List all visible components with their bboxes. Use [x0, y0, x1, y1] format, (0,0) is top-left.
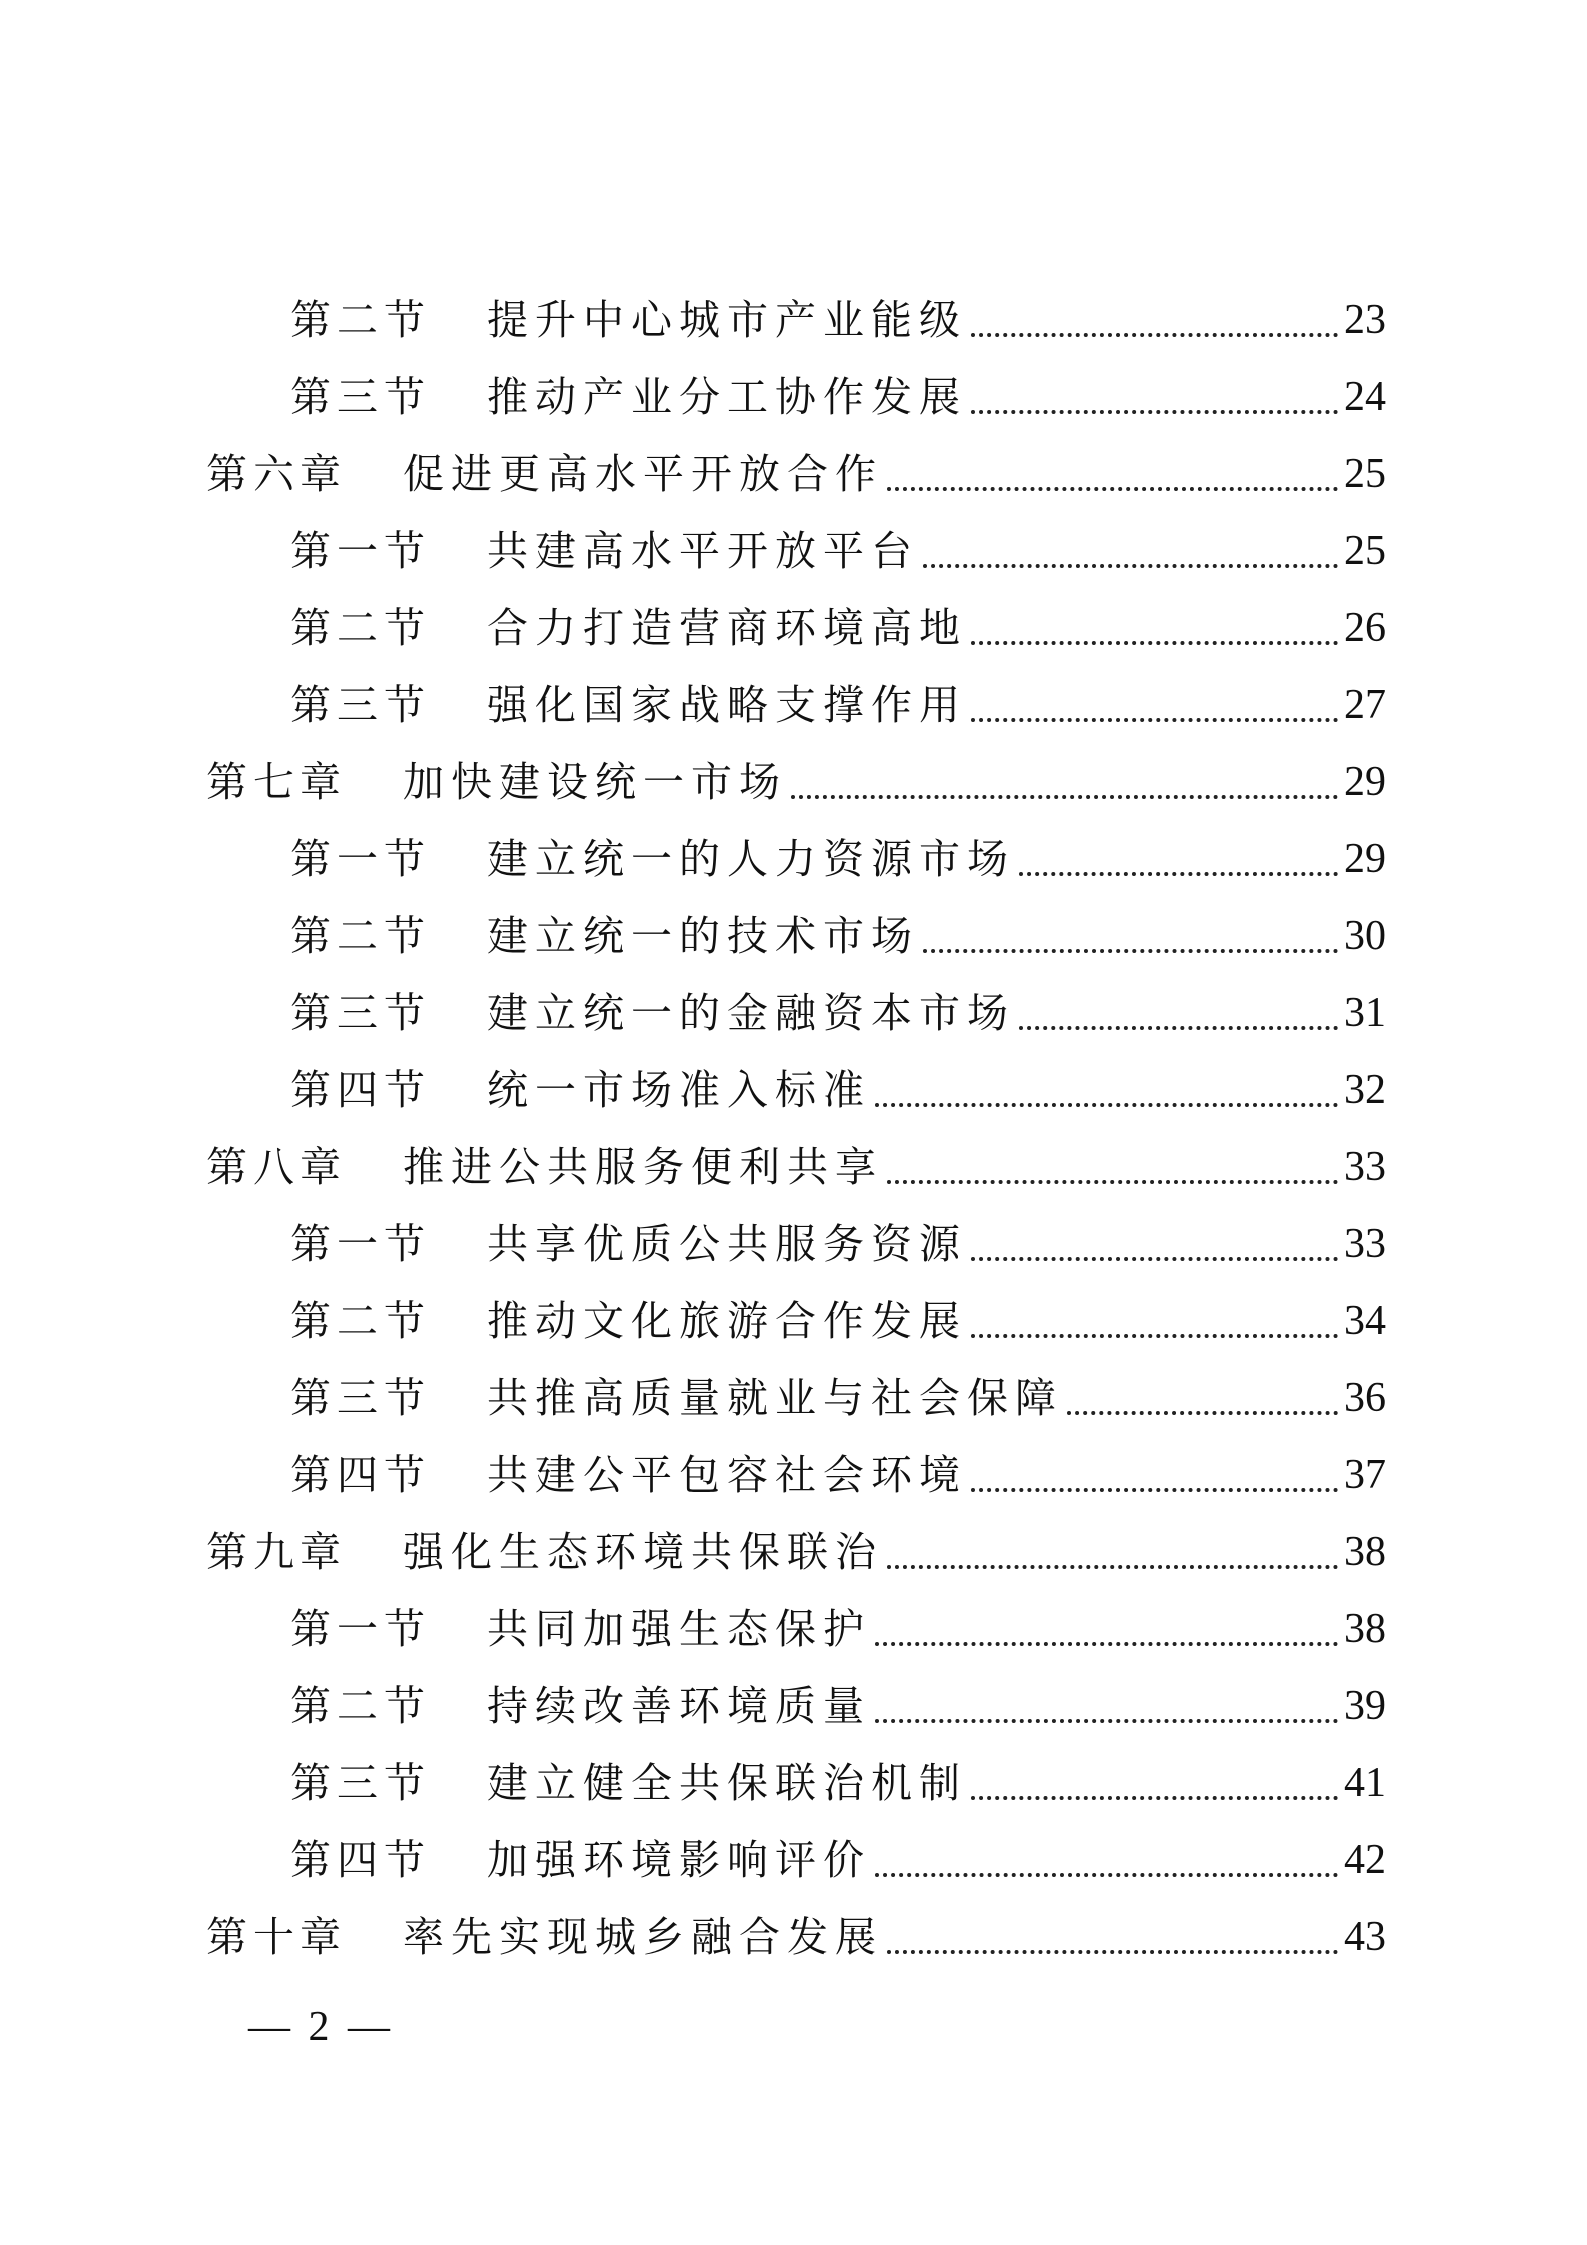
dot-leader: [971, 333, 1338, 337]
section-title: 加强环境影响评价: [487, 1836, 871, 1884]
page-reference: 33: [1344, 1144, 1386, 1190]
section-title: 共建高水平开放平台: [487, 527, 919, 575]
dot-leader: [887, 1180, 1338, 1184]
section-number: 第四节: [290, 1451, 431, 1499]
chapter-number: 第七章: [206, 758, 347, 806]
section-number: 第二节: [290, 296, 431, 344]
page-reference: 32: [1344, 1067, 1386, 1113]
section-number: 第二节: [290, 1297, 431, 1345]
section-number: 第三节: [290, 1374, 431, 1422]
toc-section-entry: [0, 1437, 1587, 1514]
dot-leader: [1019, 872, 1338, 876]
section-title: 共建公平包容社会环境: [487, 1451, 967, 1499]
toc-section-entry: [0, 1052, 1587, 1129]
section-number: 第二节: [290, 604, 431, 652]
section-number: 第三节: [290, 681, 431, 729]
section-number: 第二节: [290, 1682, 431, 1730]
section-number: 第一节: [290, 527, 431, 575]
toc-chapter-entry: [0, 1899, 1587, 1976]
section-number: 第一节: [290, 1220, 431, 1268]
section-number: 第四节: [290, 1066, 431, 1114]
toc-section-entry: [0, 821, 1587, 898]
dot-leader: [875, 1642, 1338, 1646]
dot-leader: [791, 795, 1338, 799]
section-number: 第三节: [290, 373, 431, 421]
section-number: 第二节: [290, 912, 431, 960]
dot-leader: [923, 949, 1338, 953]
dot-leader: [1019, 1026, 1338, 1030]
section-title: 强化国家战略支撑作用: [487, 681, 967, 729]
toc-chapter-entry: [0, 744, 1587, 821]
page-reference: 41: [1344, 1760, 1386, 1806]
section-title: 建立统一的金融资本市场: [487, 989, 1015, 1037]
dot-leader: [875, 1103, 1338, 1107]
toc-section-entry: [0, 898, 1587, 975]
chapter-title: 强化生态环境共保联治: [403, 1528, 883, 1576]
page-reference: 23: [1344, 297, 1386, 343]
page-reference: 42: [1344, 1837, 1386, 1883]
page-reference: 36: [1344, 1375, 1386, 1421]
section-title: 合力打造营商环境高地: [487, 604, 967, 652]
section-number: 第三节: [290, 989, 431, 1037]
section-title: 提升中心城市产业能级: [487, 296, 967, 344]
section-title: 建立统一的人力资源市场: [487, 835, 1015, 883]
toc-section-entry: [0, 513, 1587, 590]
dot-leader: [887, 487, 1338, 491]
section-title: 共同加强生态保护: [487, 1605, 871, 1653]
page-number-footer: — 2 —: [248, 2004, 394, 2050]
dot-leader: [875, 1719, 1338, 1723]
toc-section-entry: [0, 1822, 1587, 1899]
dot-leader: [971, 1488, 1338, 1492]
toc-section-entry: [0, 282, 1587, 359]
toc-chapter-entry: [0, 1129, 1587, 1206]
page-reference: 38: [1344, 1606, 1386, 1652]
toc-chapter-entry: [0, 436, 1587, 513]
page-reference: 29: [1344, 836, 1386, 882]
toc-section-entry: [0, 975, 1587, 1052]
dot-leader: [923, 564, 1338, 568]
toc-section-entry: [0, 1283, 1587, 1360]
section-title: 持续改善环境质量: [487, 1682, 871, 1730]
dot-leader: [971, 1796, 1338, 1800]
page-reference: 30: [1344, 913, 1386, 959]
page-reference: 31: [1344, 990, 1386, 1036]
section-title: 推动文化旅游合作发展: [487, 1297, 967, 1345]
page-reference: 39: [1344, 1683, 1386, 1729]
page-reference: 37: [1344, 1452, 1386, 1498]
section-title: 共推高质量就业与社会保障: [487, 1374, 1063, 1422]
section-number: 第三节: [290, 1759, 431, 1807]
section-number: 第一节: [290, 835, 431, 883]
dot-leader: [971, 1334, 1338, 1338]
toc-section-entry: [0, 1745, 1587, 1822]
chapter-title: 推进公共服务便利共享: [403, 1143, 883, 1191]
section-title: 建立统一的技术市场: [487, 912, 919, 960]
section-title: 共享优质公共服务资源: [487, 1220, 967, 1268]
toc-chapter-entry: [0, 1514, 1587, 1591]
dot-leader: [971, 1257, 1338, 1261]
dot-leader: [971, 410, 1338, 414]
dot-leader: [875, 1873, 1338, 1877]
dot-leader: [1067, 1411, 1338, 1415]
table-of-contents: [0, 282, 1587, 1976]
dot-leader: [887, 1565, 1338, 1569]
section-title: 建立健全共保联治机制: [487, 1759, 967, 1807]
dot-leader: [971, 718, 1338, 722]
page-reference: 25: [1344, 528, 1386, 574]
chapter-number: 第十章: [206, 1913, 347, 1961]
chapter-title: 加快建设统一市场: [403, 758, 787, 806]
toc-section-entry: [0, 1668, 1587, 1745]
toc-section-entry: [0, 1206, 1587, 1283]
toc-section-entry: [0, 359, 1587, 436]
chapter-number: 第九章: [206, 1528, 347, 1576]
toc-section-entry: [0, 1591, 1587, 1668]
dot-leader: [887, 1950, 1338, 1954]
section-number: 第四节: [290, 1836, 431, 1884]
page-reference: 38: [1344, 1529, 1386, 1575]
toc-section-entry: [0, 590, 1587, 667]
section-title: 推动产业分工协作发展: [487, 373, 967, 421]
dot-leader: [971, 641, 1338, 645]
page-reference: 33: [1344, 1221, 1386, 1267]
page-reference: 43: [1344, 1914, 1386, 1960]
page-reference: 24: [1344, 374, 1386, 420]
toc-section-entry: [0, 1360, 1587, 1437]
section-number: 第一节: [290, 1605, 431, 1653]
page-reference: 26: [1344, 605, 1386, 651]
chapter-title: 率先实现城乡融合发展: [403, 1913, 883, 1961]
page-reference: 29: [1344, 759, 1386, 805]
chapter-title: 促进更高水平开放合作: [403, 450, 883, 498]
page-reference: 34: [1344, 1298, 1386, 1344]
chapter-number: 第六章: [206, 450, 347, 498]
page-reference: 25: [1344, 451, 1386, 497]
section-title: 统一市场准入标准: [487, 1066, 871, 1114]
page-reference: 27: [1344, 682, 1386, 728]
chapter-number: 第八章: [206, 1143, 347, 1191]
toc-section-entry: [0, 667, 1587, 744]
